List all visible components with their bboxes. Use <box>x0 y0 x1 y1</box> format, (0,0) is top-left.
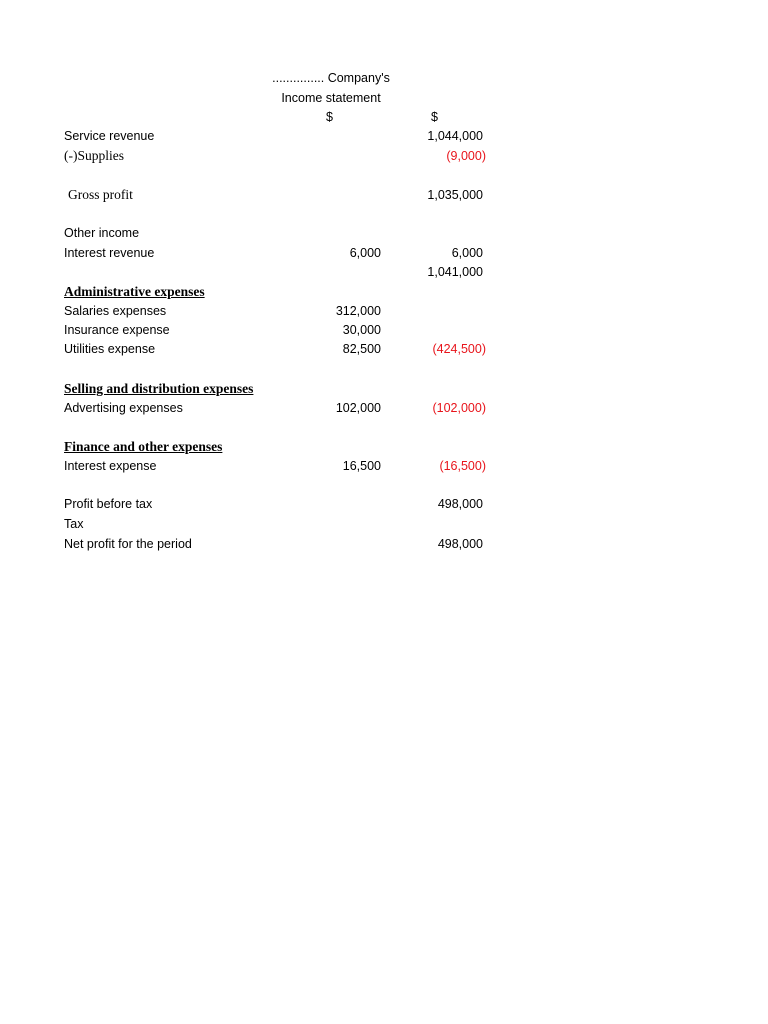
finance-other-total: (16,500) <box>439 459 486 473</box>
supplies-total: (9,000) <box>446 149 486 163</box>
interest-revenue-label: Interest revenue <box>64 246 155 260</box>
selling-distribution-heading: Selling and distribution expenses <box>64 381 254 396</box>
advertising-expenses-amount: 102,000 <box>335 401 381 415</box>
company-name: ............... Company's <box>272 71 390 85</box>
tax-label: Tax <box>64 517 84 531</box>
subtotal-after-income: 1,041,000 <box>427 265 483 279</box>
column-1-unit: $ <box>326 110 333 124</box>
insurance-expense-label: Insurance expense <box>64 323 170 337</box>
administrative-expenses-total: (424,500) <box>432 342 486 356</box>
net-profit-label: Net profit for the period <box>64 537 192 551</box>
column-2-unit: $ <box>431 110 438 124</box>
utilities-expense-label: Utilities expense <box>64 342 156 356</box>
service-revenue-label: Service revenue <box>64 129 155 143</box>
gross-profit-total: 1,035,000 <box>427 188 483 202</box>
net-profit-total: 498,000 <box>437 537 483 551</box>
salaries-expenses-amount: 312,000 <box>335 304 381 318</box>
profit-before-tax-total: 498,000 <box>437 497 483 511</box>
profit-before-tax-label: Profit before tax <box>64 497 153 511</box>
interest-expense-label: Interest expense <box>64 459 157 473</box>
interest-revenue-amount: 6,000 <box>349 246 381 260</box>
finance-other-heading: Finance and other expenses <box>64 439 223 454</box>
interest-expense-amount: 16,500 <box>342 459 381 473</box>
advertising-expenses-label: Advertising expenses <box>64 401 183 415</box>
interest-revenue-total: 6,000 <box>451 246 483 260</box>
supplies-label: (-)Supplies <box>64 148 124 163</box>
selling-distribution-total: (102,000) <box>432 401 486 415</box>
statement-title: Income statement <box>281 91 381 105</box>
other-income-label: Other income <box>64 226 140 240</box>
utilities-expense-amount: 82,500 <box>342 342 381 356</box>
salaries-expenses-label: Salaries expenses <box>64 304 167 318</box>
gross-profit-label: Gross profit <box>68 187 133 202</box>
insurance-expense-amount: 30,000 <box>342 323 381 337</box>
service-revenue-total: 1,044,000 <box>427 129 483 143</box>
administrative-expenses-heading: Administrative expenses <box>64 284 205 299</box>
